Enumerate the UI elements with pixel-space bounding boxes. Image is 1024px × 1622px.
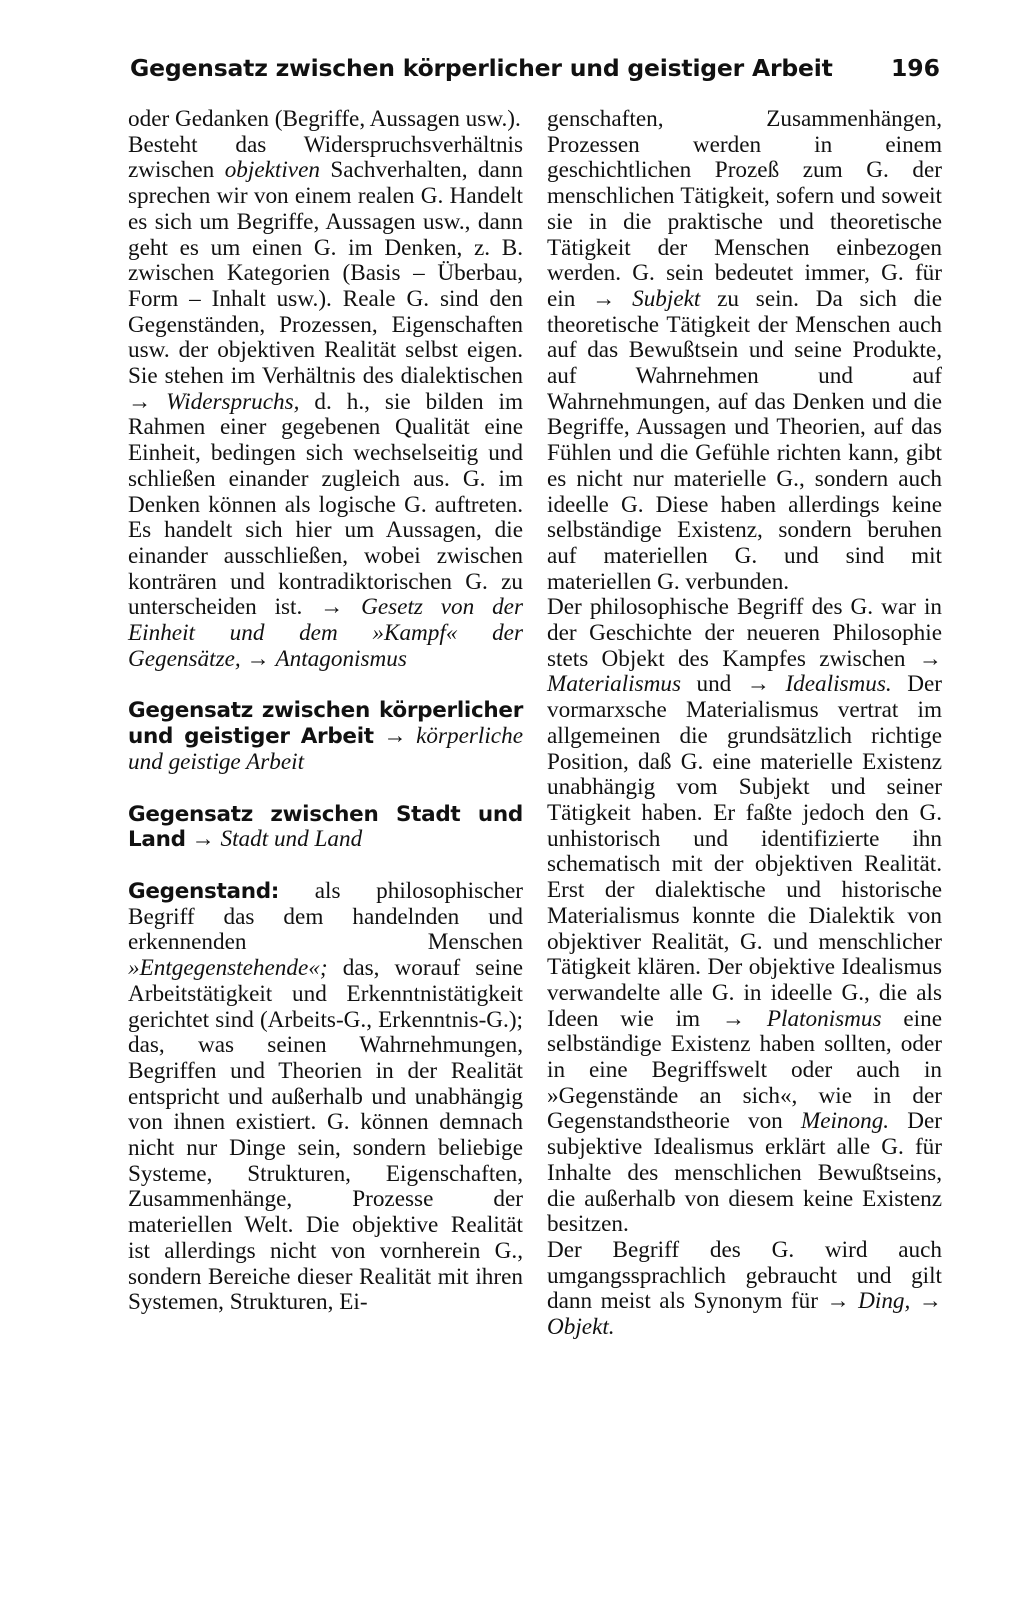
cross-reference: Subjekt bbox=[632, 285, 701, 312]
entry-gegenstand bbox=[128, 879, 523, 1316]
headword: Gegensatz zwischen körperlicher und geistiger Arbeit bbox=[128, 698, 523, 750]
entry-continuation bbox=[128, 107, 523, 133]
cross-reference: Stadt und Land bbox=[220, 826, 363, 853]
text-run: Besteht das Widerspruchsverhältnis zwischen bbox=[128, 131, 523, 184]
text-run: eine selbständige Existenz haben sollten, oder in eine Begriffswelt oder auch in »Gegenstände an sich«, wie in der Gegenstandstheorie von bbox=[547, 1005, 942, 1135]
text-run: Der vormarxsche Materialismus vertrat im allgemeinen die grundsätzlich richtige Position, daß G. eine materielle Existenz unabhängig vom Subjekt und seiner Tätigkeit haben. Er faßte jedoch den G. unhistorisch und identifizierte ihn schematisch mit der objektiven Realität. Erst der dialektische und historische Materialismus konnte die Dialektik von objektiver Realität, G. und menschlicher Tätigkeit klären. Der objektive Idealismus verwandelte alle G. in ideelle G., die als Ideen wie im → bbox=[547, 671, 942, 1032]
page-number: 196 bbox=[890, 54, 940, 82]
text-run: als philosophischer Begriff das dem handelnden und erkennenden Menschen bbox=[128, 877, 523, 956]
arrow: → bbox=[185, 826, 221, 853]
entry-paragraph bbox=[547, 595, 942, 1238]
cross-reference: Ding, bbox=[858, 1288, 911, 1315]
text-run: oder Gedanken (Begriffe, Aussagen usw.). bbox=[128, 106, 521, 132]
entry-paragraph bbox=[547, 107, 942, 595]
cross-reference: Antagonismus bbox=[275, 645, 407, 672]
cross-reference: Objekt. bbox=[547, 1314, 615, 1341]
entry-gap bbox=[128, 853, 523, 879]
cross-reference: körperliche und geistige Arbeit bbox=[128, 723, 523, 775]
entry-paragraph bbox=[128, 133, 523, 673]
text-run: Sachverhalten, dann sprechen wir von einem realen G. Handelt es sich um Begriffe, Aussagen usw., dann geht es um einen G. im Denken, z. B. zwischen Kategorien (Basis – Überbau, Form – Inhalt usw.). Reale G. sind den Gegenständen, Prozessen, Eigenschaften usw. der objektiven Realität selbst eigen. Sie stehen im Verhältnis des dialektischen → bbox=[128, 157, 523, 415]
italic-term: objektiven bbox=[224, 157, 320, 184]
italic-term: »Entgegenstehende«; bbox=[128, 955, 328, 982]
cross-reference: Platonismus bbox=[766, 1005, 882, 1032]
cross-reference: Widerspruchs, bbox=[166, 388, 300, 415]
cross-reference: Materialismus bbox=[547, 671, 681, 698]
page-header bbox=[130, 50, 940, 86]
text-run: Der subjektive Idealismus erklärt alle G. für Inhalte des menschlichen Bewußtseins, die außerhalb von diesem keine Existenz besitzen. bbox=[547, 1108, 942, 1238]
cross-reference: Meinong. bbox=[800, 1108, 890, 1135]
entry-koerperlich-geistig bbox=[128, 698, 523, 775]
arrow: → bbox=[910, 1288, 942, 1315]
text-run: Der philosophische Begriff des G. war in der Geschichte der neueren Philosophie stets Objekt des Kampfes zwischen → bbox=[547, 594, 942, 672]
text-run: genschaften, Zusammenhängen, Prozessen werden in einem geschichtlichen Prozeß zum G. der menschlichen Tätigkeit, sofern und soweit sie in die praktische und theoretische Tätigkeit der Menschen einbezogen werden. G. sein bedeutet immer, G. für ein → bbox=[547, 106, 942, 312]
text-run: das, worauf seine Arbeitstätigkeit und Erkenntnistätigkeit gerichtet sind (Arbeits-G., Erkenntnis-G.); das, was seinen Wahrnehmungen, Begriffen und Theorien in der Realität entspricht und außerhalb und unabhängig von ihnen existiert. G. können demnach nicht nur Dinge sein, sondern beliebige Systeme, Strukturen, Eigenschaften, Zusammenhänge, Prozesse der materiellen Welt. Die objektive Realität ist allerdings nicht von vornherein G., sondern Bereiche dieser Realität mit ihren Systemen, Strukturen, Ei- bbox=[128, 955, 523, 1316]
arrow: → bbox=[240, 645, 276, 672]
text-run: zu sein. Da sich die theoretische Tätigkeit der Menschen auch auf das Bewußtsein und seine Produkte, auf Wahrnehmen und auf Wahrnehmungen, auf das Denken und die Begriffe, Aussagen und Theorien, auf das Fühlen und die Gefühle richten kann, gibt es nicht nur materielle G., sondern auch ideelle G. Diese haben allerdings keine selbständige Existenz, sondern beruhen auf materiellen G. und sind mit materiellen G. verbunden. bbox=[547, 285, 943, 595]
headword: Gegensatz zwischen Stadt und Land bbox=[128, 801, 523, 853]
headword: Gegenstand: bbox=[128, 878, 280, 904]
text-run: Der Begriff des G. wird auch umgangssprachlich gebraucht und gilt dann meist als Synonym für → bbox=[547, 1236, 942, 1315]
cross-reference: Gesetz von der Einheit und dem »Kampf« der Gegensätze, bbox=[128, 594, 523, 672]
left-column bbox=[128, 107, 523, 1316]
entry-stadt-land bbox=[128, 802, 523, 853]
cross-reference: Idealismus. bbox=[785, 671, 892, 698]
text-run: und → bbox=[680, 671, 786, 698]
right-column bbox=[547, 107, 942, 1341]
arrow: → bbox=[373, 723, 417, 750]
entry-gap bbox=[128, 672, 523, 698]
entry-paragraph bbox=[547, 1238, 942, 1341]
text-run: d. h., sie bilden im Rahmen einer gegebenen Qualität eine Einheit, bedingen sich wechselseitig und schließen einander zugleich aus. G. im Denken können als logische G. auftreten. Es handelt sich hier um Aussagen, die einander ausschließen, wobei zwischen konträren und kontradiktorischen G. zu unterscheiden ist. → bbox=[128, 388, 523, 621]
entry-gap bbox=[128, 776, 523, 802]
running-title: Gegensatz zwischen körperlicher und geistiger Arbeit bbox=[130, 54, 833, 82]
